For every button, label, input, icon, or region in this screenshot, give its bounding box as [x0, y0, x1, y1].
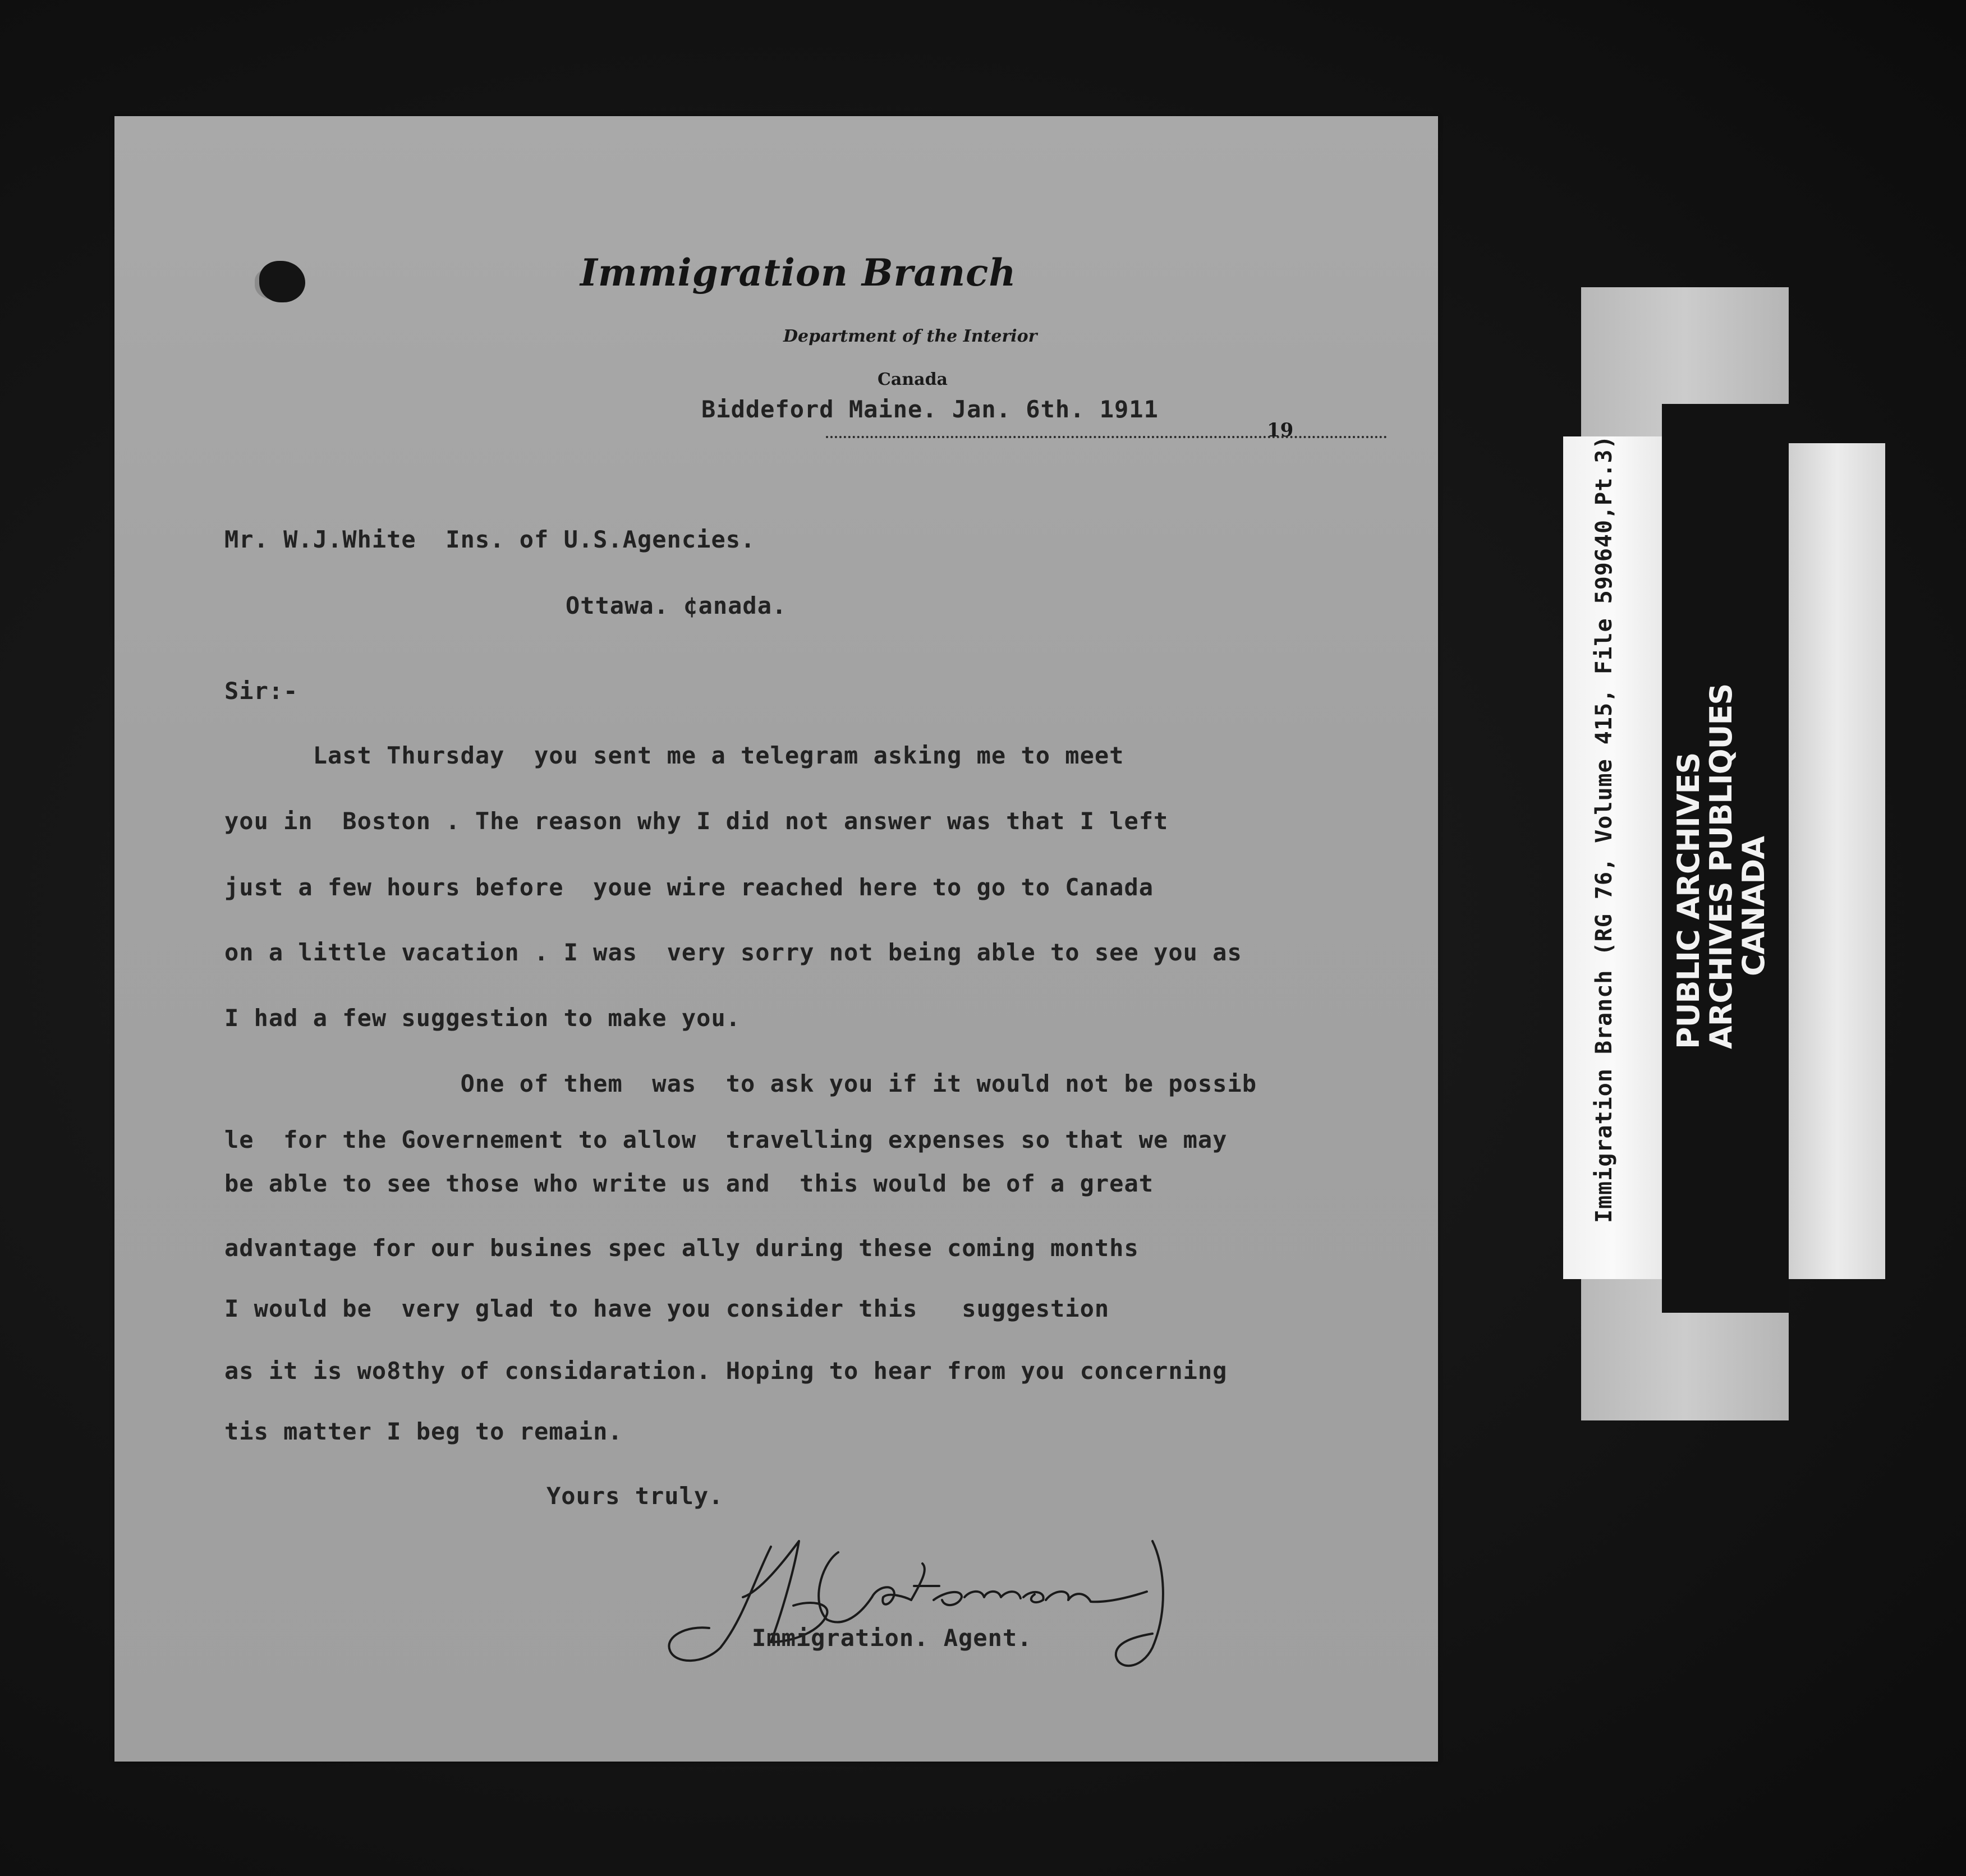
archive-strip-right [1789, 443, 1885, 1279]
body-line: as it is wo8thy of considaration. Hoping to hear from you concerning [224, 1357, 1228, 1385]
body-line: I would be very glad to have you consider this suggestion [224, 1295, 1110, 1322]
handwritten-signature [659, 1530, 1265, 1676]
closing: Yours truly. [546, 1482, 724, 1510]
letterhead-title: Immigration Branch [580, 251, 1017, 295]
body-line: on a little vacation . I was very sorry not being able to see you as [224, 939, 1242, 966]
letterhead-country: Canada [878, 370, 948, 389]
body-line: One of them was to ask you if it would not be possib [224, 1070, 1257, 1097]
salutation: Sir:- [224, 677, 298, 705]
body-line: Last Thursday you sent me a telegram asking me to meet [224, 742, 1124, 769]
body-line: le for the Governement to allow travelling expenses so that we may [224, 1126, 1228, 1153]
body-line: advantage for our busines spec ally during these coming months [224, 1234, 1139, 1262]
letterhead-department: Department of the Interior [783, 327, 1037, 346]
punch-hole-mark [259, 261, 305, 302]
dateline-place-date: Biddeford Maine. Jan. 6th. 1911 [701, 396, 1159, 423]
recipient-address-line2: Ottawa. ¢anada. [566, 592, 787, 619]
body-line: tis matter I beg to remain. [224, 1418, 623, 1445]
body-line: I had a few suggestion to make you. [224, 1004, 741, 1032]
recipient-address-line1: Mr. W.J.White Ins. of U.S.Agencies. [224, 526, 756, 553]
archive-file-reference: Immigration Branch (RG 76, Volume 415, File 599640,Pt.3) [1591, 435, 1617, 1223]
archive-stamp-line3: CANADA [1736, 836, 1771, 976]
body-line: just a few hours before youe wire reached here to go to Canada [224, 873, 1154, 901]
body-line: you in Boston . The reason why I did not answer was that I left [224, 807, 1169, 835]
letter-sheet [114, 116, 1438, 1762]
dateline-rule [826, 436, 1387, 438]
dateline-year-suffix: 19 [1267, 419, 1294, 442]
archive-stamp-line1: PUBLIC ARCHIVES [1671, 752, 1706, 1049]
archive-stamp-line2: ARCHIVES PUBLIQUES [1703, 683, 1739, 1049]
signature-title: Immigration. Agent. [752, 1624, 1032, 1652]
body-line: be able to see those who write us and this would be of a great [224, 1170, 1154, 1197]
